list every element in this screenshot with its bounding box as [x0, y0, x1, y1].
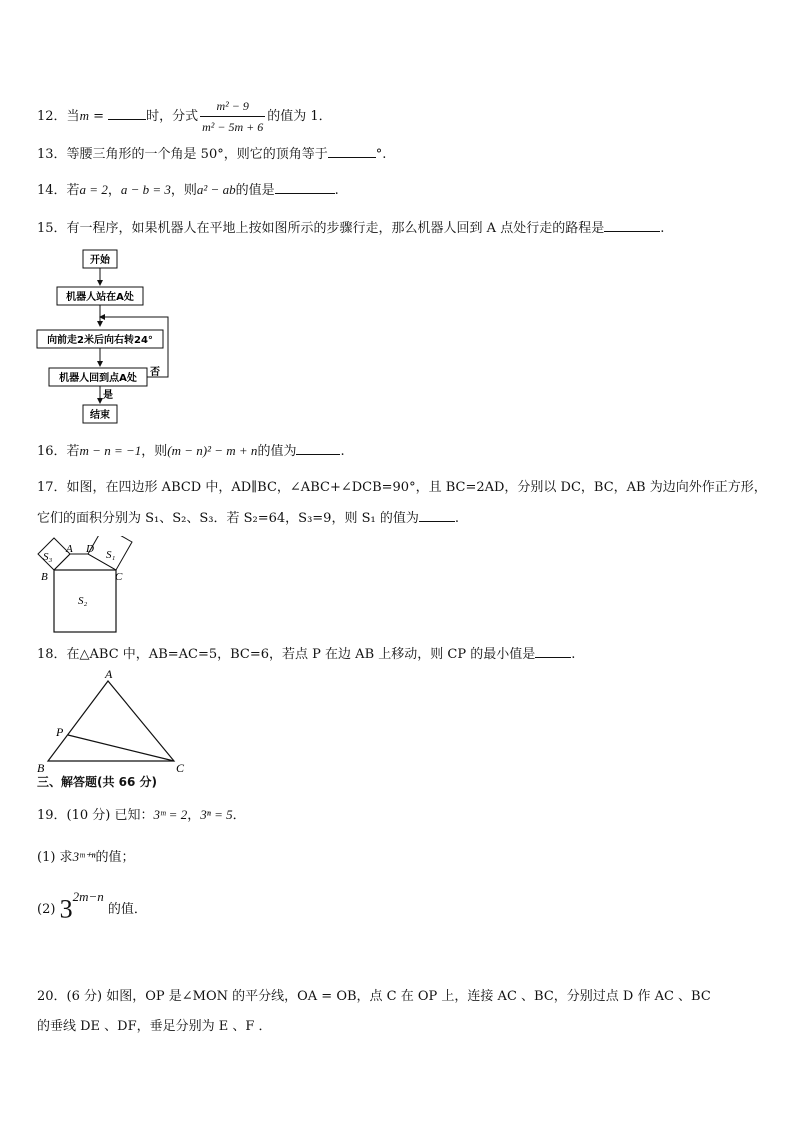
q19-sep: ，: [187, 808, 201, 823]
q18-text: 18．在△ABC 中，AB=AC=5，BC=6，若点 P 在边 AB 上移动，则 CP 的最小值是: [37, 647, 536, 662]
label-c: C: [115, 571, 123, 583]
label-s3: S₃: [43, 551, 53, 563]
flow-decision-label: 机器人回到点A处: [59, 373, 137, 384]
question-17-line-1: [37, 479, 767, 497]
q19-sub1-expr: 3ᵐ⁺ⁿ: [72, 849, 96, 864]
q19-cond-2: 3ⁿ = 5: [200, 807, 233, 822]
answer-blank: [419, 509, 455, 522]
question-17-line-2: [37, 509, 459, 528]
triangle-figure: [34, 665, 194, 777]
q14-expression: a² − ab: [196, 182, 236, 197]
question-12: [37, 97, 332, 136]
segment-cp: [68, 735, 174, 761]
q16-tail: 的值为: [257, 444, 297, 459]
question-20-line-1: [37, 988, 711, 1006]
q15-text: 15．有一程序，如果机器人在平地上按如图所示的步骤行走，那么机器人回到 A 点处行走的路程是: [37, 221, 605, 236]
q14-cond-1: a = 2: [79, 182, 108, 197]
flow-end-label: 结束: [90, 410, 110, 421]
label-b: B: [41, 571, 48, 583]
flow-step2-label: 向前走2米后向右转24°: [47, 335, 153, 346]
question-14: [37, 181, 339, 200]
q14-cond-2: a − b = 3: [120, 182, 171, 197]
answer-blank: [604, 219, 660, 232]
question-13: [37, 145, 386, 164]
answer-blank: [108, 107, 146, 120]
fraction-denominator: m² − 5m + 6: [202, 120, 264, 134]
question-20-line-2: [37, 1018, 272, 1036]
label-s1: S₁: [106, 549, 116, 561]
question-16: [37, 442, 345, 461]
q14-end: .: [334, 183, 339, 198]
label-p: P: [56, 725, 64, 739]
q15-end: .: [660, 221, 665, 236]
q14-mid: ，则: [170, 183, 197, 198]
q16-condition: m − n = −1: [79, 443, 142, 458]
q14-tail: 的值是: [235, 183, 275, 198]
q13-text: 13．等腰三角形的一个角是 50°，则它的顶角等于: [37, 147, 328, 162]
q19-sub2-exponent: 2m−n: [72, 889, 104, 904]
q14-sep: ，: [107, 183, 121, 198]
label-a: A: [66, 543, 73, 555]
q17-end: .: [454, 511, 459, 526]
quadrilateral-squares-figure: [34, 536, 144, 638]
answer-blank: [328, 145, 376, 158]
q12-text-1: 当: [66, 109, 80, 124]
q19-sub1-tail: 的值；: [95, 850, 135, 865]
label-c: C: [176, 761, 185, 775]
q19-end: ．: [232, 808, 246, 823]
q12-var-m: m: [79, 108, 89, 123]
section-heading: 三、解答题(共 66 分): [37, 775, 158, 789]
flow-yes-label: 是: [103, 390, 113, 401]
question-15: [37, 219, 664, 238]
answer-blank: [296, 442, 340, 455]
q20-line-1: 20．(6 分) 如图，OP 是∠MON 的平分线，OA = OB，点 C 在 OP 上，连接 AC 、BC，分别过点 D 作 AC 、BC: [37, 989, 711, 1004]
question-19-part-2: [37, 880, 147, 927]
q20-line-2: 的垂线 DE 、DF，垂足分别为 E 、F ．: [37, 1019, 272, 1034]
answer-blank: [535, 645, 571, 658]
label-a: A: [105, 667, 113, 681]
q17-line-1: 17．如图，在四边形 ABCD 中，AD∥BC，∠ABC+∠DCB=90°，且 BC=2AD，分别以 DC，BC，AB 为边向外作正方形，: [37, 480, 767, 495]
flow-no-label: 否: [150, 367, 160, 378]
q12-eq: =: [88, 109, 109, 124]
answer-blank: [275, 181, 335, 194]
q19-sub2-tail: 的值．: [107, 902, 147, 917]
q19-sub2-label: (2): [37, 902, 56, 917]
question-19: [37, 806, 246, 825]
label-d: D: [86, 543, 94, 555]
flow-step1-label: 机器人站在A处: [66, 292, 134, 303]
q19-cond-1: 3ᵐ = 2: [153, 807, 188, 822]
q17-line-2: 它们的面积分别为 S₁、S₂、S₃．若 S₂=64，S₃=9，则 S₁ 的值为: [37, 511, 419, 526]
q19-head: 19．(10 分) 已知：: [37, 808, 154, 823]
q19-sub1-label: (1) 求: [37, 850, 73, 865]
question-19-part-1: [37, 848, 134, 867]
q16-end: .: [340, 444, 345, 459]
q12-text-3: 的值为 1．: [267, 109, 332, 124]
q16-number: 16．若: [37, 444, 80, 459]
flowchart-figure: [30, 245, 180, 430]
fraction: [200, 97, 265, 136]
q12-text-2: 时，分式: [146, 109, 199, 124]
fraction-numerator: m² − 9: [200, 97, 265, 117]
flow-start-label: 开始: [90, 255, 110, 266]
q14-number: 14．若: [37, 183, 80, 198]
q12-number: 12．: [37, 109, 67, 124]
q16-mid: ，则: [141, 444, 168, 459]
question-18: [37, 645, 575, 664]
label-b: B: [37, 761, 45, 775]
q16-expression: (m − n)² − m + n: [167, 443, 258, 458]
q13-tail: °.: [375, 147, 387, 162]
triangle-abc: [48, 681, 174, 761]
q18-end: .: [571, 647, 576, 662]
q19-sub2-base: 3: [59, 894, 73, 924]
label-s2: S₂: [78, 595, 88, 607]
